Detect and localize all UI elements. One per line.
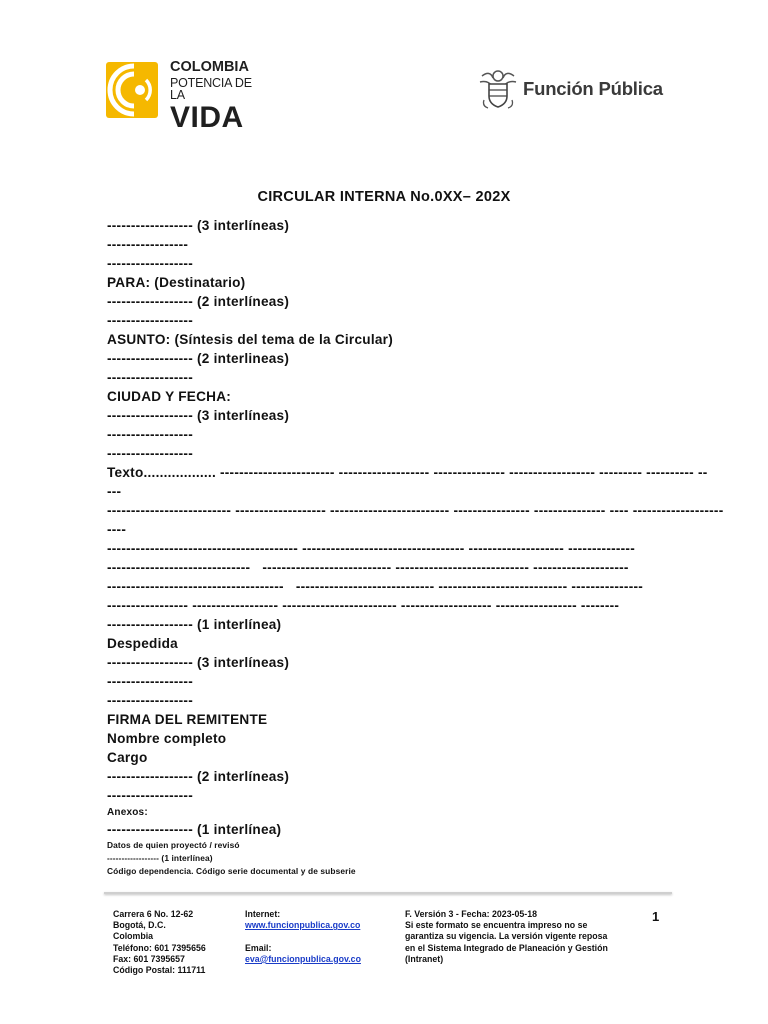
text-line: ---------------------------------------- ---------------------------------- -------------------- -------------- — [107, 541, 635, 556]
text-line: ----------------- ------------------ ------------------------ ------------------- ----------------- -------- — [107, 598, 620, 613]
text-line: ------------------------------------- ----------------------------- --------------------------- --------------- — [107, 579, 644, 594]
footer-contact — [245, 909, 361, 965]
body-line: ------------------ — [107, 674, 193, 689]
asunto-heading: ASUNTO: (Síntesis del tema de la Circular) — [107, 332, 393, 347]
body-line: ----------------- — [107, 237, 189, 252]
funcion-publica-wordmark: Función Pública — [523, 78, 663, 99]
despedida-heading: Despedida — [107, 636, 178, 651]
version-note: (Intranet) — [405, 953, 444, 964]
address-fax: Fax: 601 7395657 — [113, 953, 185, 964]
footer-address — [113, 909, 206, 976]
text-line: ------------------------------ --------------------------- ---------------------------- -------------------- — [107, 560, 629, 575]
anexos-heading: Anexos: — [107, 807, 148, 818]
body-line: ------------------ (1 interlínea) — [107, 617, 282, 632]
address-line: Carrera 6 No. 12-62 — [113, 909, 194, 919]
logo-line-vida: VIDA — [170, 100, 244, 134]
email-label: Email: — [245, 942, 272, 953]
para-heading: PARA: (Destinatario) — [107, 275, 246, 290]
body-line: ------------------ — [107, 313, 193, 328]
colombia-potencia-de-la-vida-logo — [106, 59, 266, 134]
body-line: ------------------ — [107, 788, 193, 803]
body-line: ------------------ — [107, 256, 193, 271]
version-line: F. Versión 3 - Fecha: 2023-05-18 — [405, 909, 538, 919]
body-line: ------------------ (1 interlínea) — [107, 822, 282, 837]
text-line: --- — [107, 484, 122, 499]
coat-of-arms-icon — [478, 66, 518, 110]
ciudad-fecha-heading: CIUDAD Y FECHA: — [107, 389, 232, 404]
text-line: ---- — [107, 522, 127, 537]
document-body — [107, 216, 724, 878]
text-line: -------------------------- ------------------- ------------------------- ---------------- --------------- ---- ------------------- — [107, 503, 724, 518]
body-line: ------------------ — [107, 693, 193, 708]
nombre-completo: Nombre completo — [107, 731, 227, 746]
website-link[interactable]: www.funcionpublica.gov.co — [245, 920, 361, 931]
body-line: ------------------ — [107, 427, 193, 442]
body-line: ------------------ — [107, 446, 193, 461]
colombia-potencia-logo-icon — [106, 62, 158, 118]
small-spacer-line: ------------------ (1 interlínea) — [107, 853, 213, 863]
address-line: Bogotá, D.C. — [113, 920, 166, 931]
document-title: CIRCULAR INTERNA No.0XX– 202X — [257, 189, 511, 205]
address-line: Colombia — [113, 931, 154, 942]
footer-divider — [104, 892, 672, 894]
body-line: ------------------ — [107, 370, 193, 385]
page-number: 1 — [652, 909, 660, 924]
email-link[interactable]: eva@funcionpublica.gov.co — [245, 953, 361, 964]
body-line: ------------------ (2 interlíneas) — [107, 769, 290, 784]
funcion-publica-logo — [478, 64, 678, 116]
codigo-dependencia-line: Código dependencia. Código serie documental y de subserie — [107, 866, 356, 876]
body-line: ------------------ (3 interlíneas) — [107, 408, 290, 423]
address-phone: Teléfono: 601 7395656 — [113, 942, 206, 953]
logo-line-colombia: COLOMBIA — [170, 59, 249, 75]
address-postal-code: Código Postal: 111711 — [113, 965, 206, 976]
body-line: ------------------ (3 interlíneas) — [107, 218, 290, 233]
body-line: ------------------ (3 interlíneas) — [107, 655, 290, 670]
firma-heading: FIRMA DEL REMITENTE — [107, 712, 268, 727]
logo-line-potencia: POTENCIA DE LA — [170, 75, 252, 102]
internet-label: Internet: — [245, 909, 281, 919]
version-note: garantiza su vigencia. La versión vigente reposa — [405, 931, 608, 942]
body-line: ------------------ (2 interlíneas) — [107, 294, 290, 309]
cargo: Cargo — [107, 750, 148, 765]
footer-version-info — [405, 909, 608, 965]
version-note: en el Sistema Integrado de Planeación y Gestión — [405, 942, 608, 953]
proyecto-reviso-line: Datos de quien proyectó / revisó — [107, 840, 240, 850]
body-line: ------------------ (2 interlineas) — [107, 351, 290, 366]
text-line: Texto.................. ------------------------ ------------------- --------------- ------------------ --------- ---------- -- — [107, 465, 708, 480]
version-note: Si este formato se encuentra impreso no se — [405, 920, 588, 931]
